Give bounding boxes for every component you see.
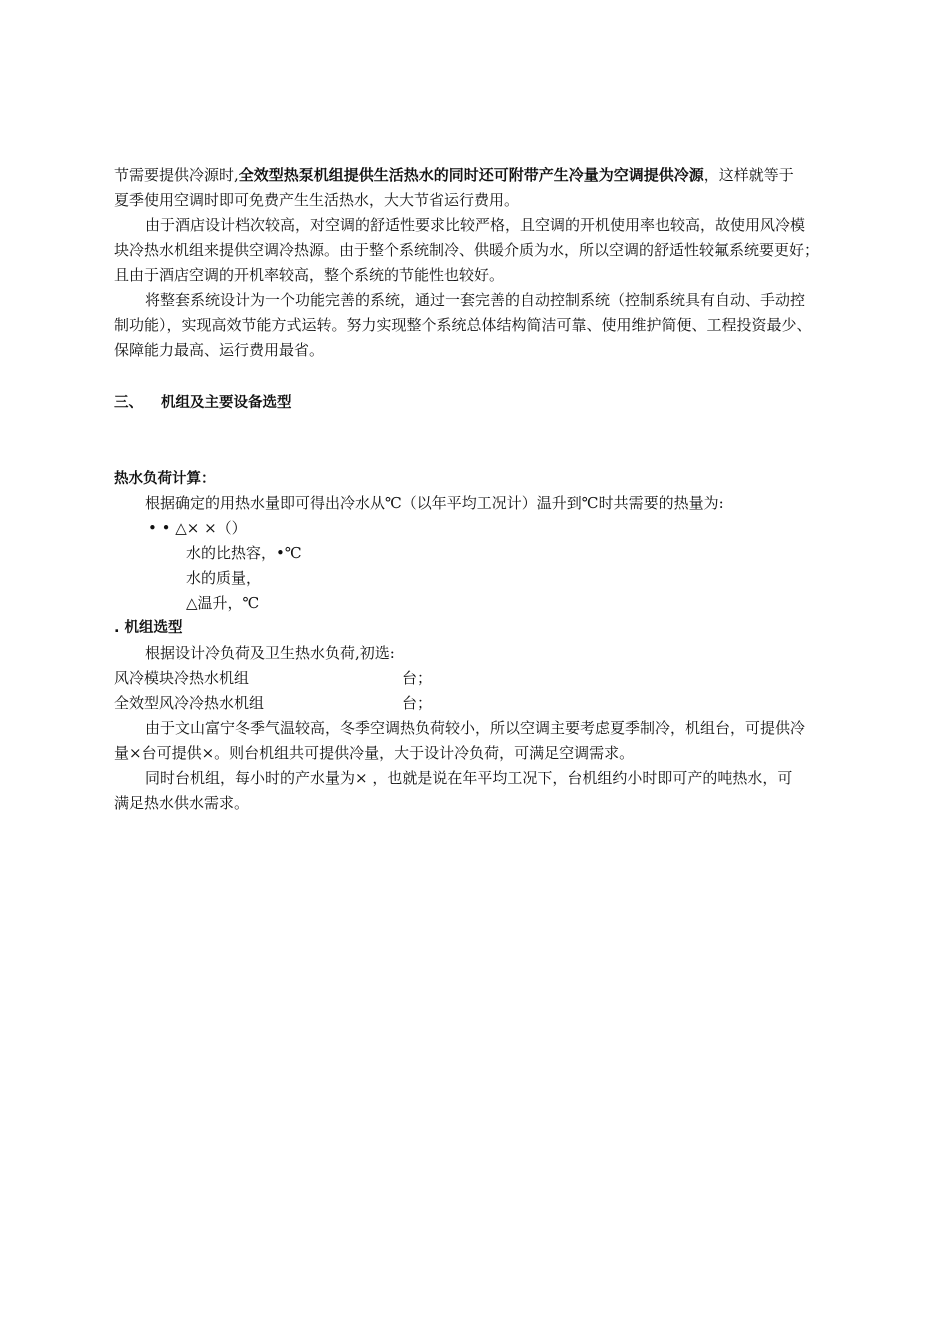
unit-row-2-name: 全效型风冷冷热水机组 xyxy=(114,694,265,712)
paragraph-2-line-3: 且由于酒店空调的开机率较高，整个系统的节能性也较好。 xyxy=(114,266,505,284)
hot-water-formula: • • △× ×（） xyxy=(148,519,247,537)
unit-row-2-qty: 台； xyxy=(402,694,433,712)
paragraph-3-line-2: 制功能），实现高效节能方式运转。努力实现整个系统总体结构简洁可靠、使用维护简便、工程投资最少、 xyxy=(114,316,812,334)
hot-water-heading: 热水负荷计算： xyxy=(114,471,216,487)
section-3-heading xyxy=(114,393,292,413)
intro-line-1-text: 节需要提供冷源时, xyxy=(114,166,239,184)
intro-line-1-tail: ，这样就等于 xyxy=(703,166,794,184)
unit-row-1 xyxy=(114,668,433,688)
hot-water-def-3: △温升，℃ xyxy=(186,594,260,612)
paragraph-3-line-1: 将整套系统设计为一个功能完善的系统，通过一套完善的自动控制系统（控制系统具有自动、手动控 xyxy=(145,291,806,309)
intro-line-1-bold: 全效型热泵机组提供生活热水的同时还可附带产生冷量为空调提供冷源 xyxy=(238,166,704,184)
unit-selection-p1-line-2: 量×台可提供×。则台机组共可提供冷量，大于设计冷负荷，可满足空调需求。 xyxy=(114,744,635,762)
intro-line-1 xyxy=(114,165,794,185)
hot-water-line-1: 根据确定的用热水量即可得出冷水从℃（以年平均工况计）温升到℃时共需要的热量为: xyxy=(145,494,724,512)
unit-selection-p1-line-1: 由于文山富宁冬季气温较高，冬季空调热负荷较小，所以空调主要考虑夏季制冷，机组台，可提供冷 xyxy=(145,719,806,737)
unit-selection-heading: . 机组选型 xyxy=(114,620,183,636)
unit-row-1-name: 风冷模块冷热水机组 xyxy=(114,669,250,687)
section-3-number: 三、 xyxy=(114,395,143,411)
hot-water-def-2: 水的质量， xyxy=(186,569,262,587)
paragraph-2-line-2: 块冷热水机组来提供空调冷热源。由于整个系统制冷、供暖介质为水，所以空调的舒适性较氟系统要更好； xyxy=(114,241,820,259)
unit-selection-line-1: 根据设计冷负荷及卫生热水负荷,初选: xyxy=(145,644,395,662)
unit-row-2 xyxy=(114,693,433,713)
paragraph-2-line-1: 由于酒店设计档次较高，对空调的舒适性要求比较严格，且空调的开机使用率也较高，故使用风冷模 xyxy=(145,216,806,234)
unit-selection-p2-line-1: 同时台机组，每小时的产水量为× ，也就是说在年平均工况下，台机组约小时即可产的吨热水，可 xyxy=(145,769,793,787)
unit-selection-p2-line-2: 满足热水供水需求。 xyxy=(114,794,250,812)
section-3-title: 机组及主要设备选型 xyxy=(161,395,292,411)
hot-water-def-1: 水的比热容，•℃ xyxy=(186,544,302,562)
intro-line-2: 夏季使用空调时即可免费产生生活热水，大大节省运行费用。 xyxy=(114,191,520,209)
paragraph-3-line-3: 保障能力最高、运行费用最省。 xyxy=(114,341,325,359)
unit-row-1-qty: 台； xyxy=(402,669,433,687)
